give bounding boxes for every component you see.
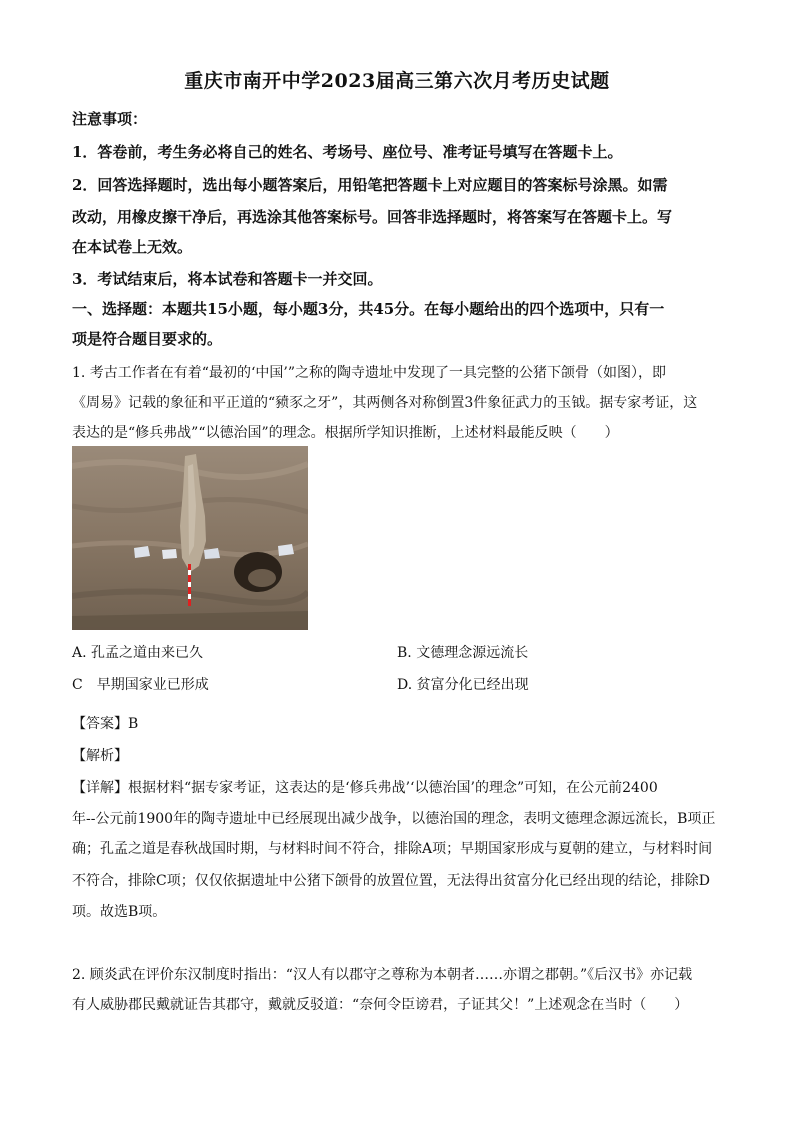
option-b: B. 文德理念源远流长 <box>397 645 529 661</box>
excavation-photo <box>72 446 308 630</box>
answer-label: 【答案】B <box>72 716 139 732</box>
detail-line: 【详解】根据材料“据专家考证，这表达的是‘修兵弗战’‘以德治国’的理念”可知，在公元前2400 <box>72 780 658 796</box>
notice-line: 1．答卷前，考生务必将自己的姓名、考场号、座位号、准考证号填写在答题卡上。 <box>72 143 623 161</box>
page-title: 重庆市南开中学2023届高三第六次月考历史试题 <box>184 70 610 92</box>
section-heading: 一、选择题：本题共15小题，每小题3分，共45分。在每小题给出的四个选项中，只有一 <box>72 300 665 318</box>
question-stem: 表达的是“修兵弗战”“以德治国”的理念。根据所学知识推断，上述材料最能反映（ ） <box>72 425 619 441</box>
notice-line: 2．回答选择题时，选出每小题答案后，用铅笔把答题卡上对应题目的答案标号涂黑。如需 <box>72 176 668 194</box>
question-stem: 有人威胁郡民戴就证告其郡守，戴就反驳道：“奈何令臣谤君，子证其父！”上述观念在当时（ ） <box>72 997 689 1013</box>
notice-line: 3．考试结束后，将本试卷和答题卡一并交回。 <box>72 270 383 288</box>
option-a: A. 孔孟之道由来已久 <box>72 645 204 661</box>
notice-line: 在本试卷上无效。 <box>72 238 193 256</box>
question-stem: 《周易》记载的象征和平正道的“豮豕之牙”，其两侧各对称倒置3件象征武力的玉钺。据专家考证，这 <box>72 395 698 411</box>
question-stem: 2. 顾炎武在评价东汉制度时指出：“汉人有以郡守之尊称为本朝者……亦谓之郡朝。”《后汉书》亦记载 <box>72 967 693 983</box>
question-stem: 1. 考古工作者在有着“最初的‘中国’”之称的陶寺遗址中发现了一具完整的公猪下颌骨（如图），即 <box>72 365 667 381</box>
notice-line: 改动，用橡皮擦干净后，再选涂其他答案标号。回答非选择题时，将答案写在答题卡上。写 <box>72 208 673 226</box>
option-c: C 早期国家业已形成 <box>72 677 209 693</box>
detail-line: 项。故选B项。 <box>72 904 167 920</box>
analysis-label: 【解析】 <box>72 748 128 764</box>
section-heading: 项是符合题目要求的。 <box>72 330 223 348</box>
detail-line: 不符合，排除C项；仅仅依据遗址中公猪下颌骨的放置位置，无法得出贫富分化已经出现的结论，排除D <box>72 873 710 889</box>
notice-heading: 注意事项： <box>72 110 148 128</box>
option-d: D. 贫富分化已经出现 <box>397 677 529 693</box>
detail-line: 确；孔孟之道是春秋战国时期，与材料时间不符合，排除A项；早期国家形成与夏朝的建立，与材料时间 <box>72 841 713 857</box>
detail-line: 年--公元前1900年的陶寺遗址中已经展现出减少战争，以德治国的理念，表明文德理念源远流长，B项正 <box>72 811 716 827</box>
